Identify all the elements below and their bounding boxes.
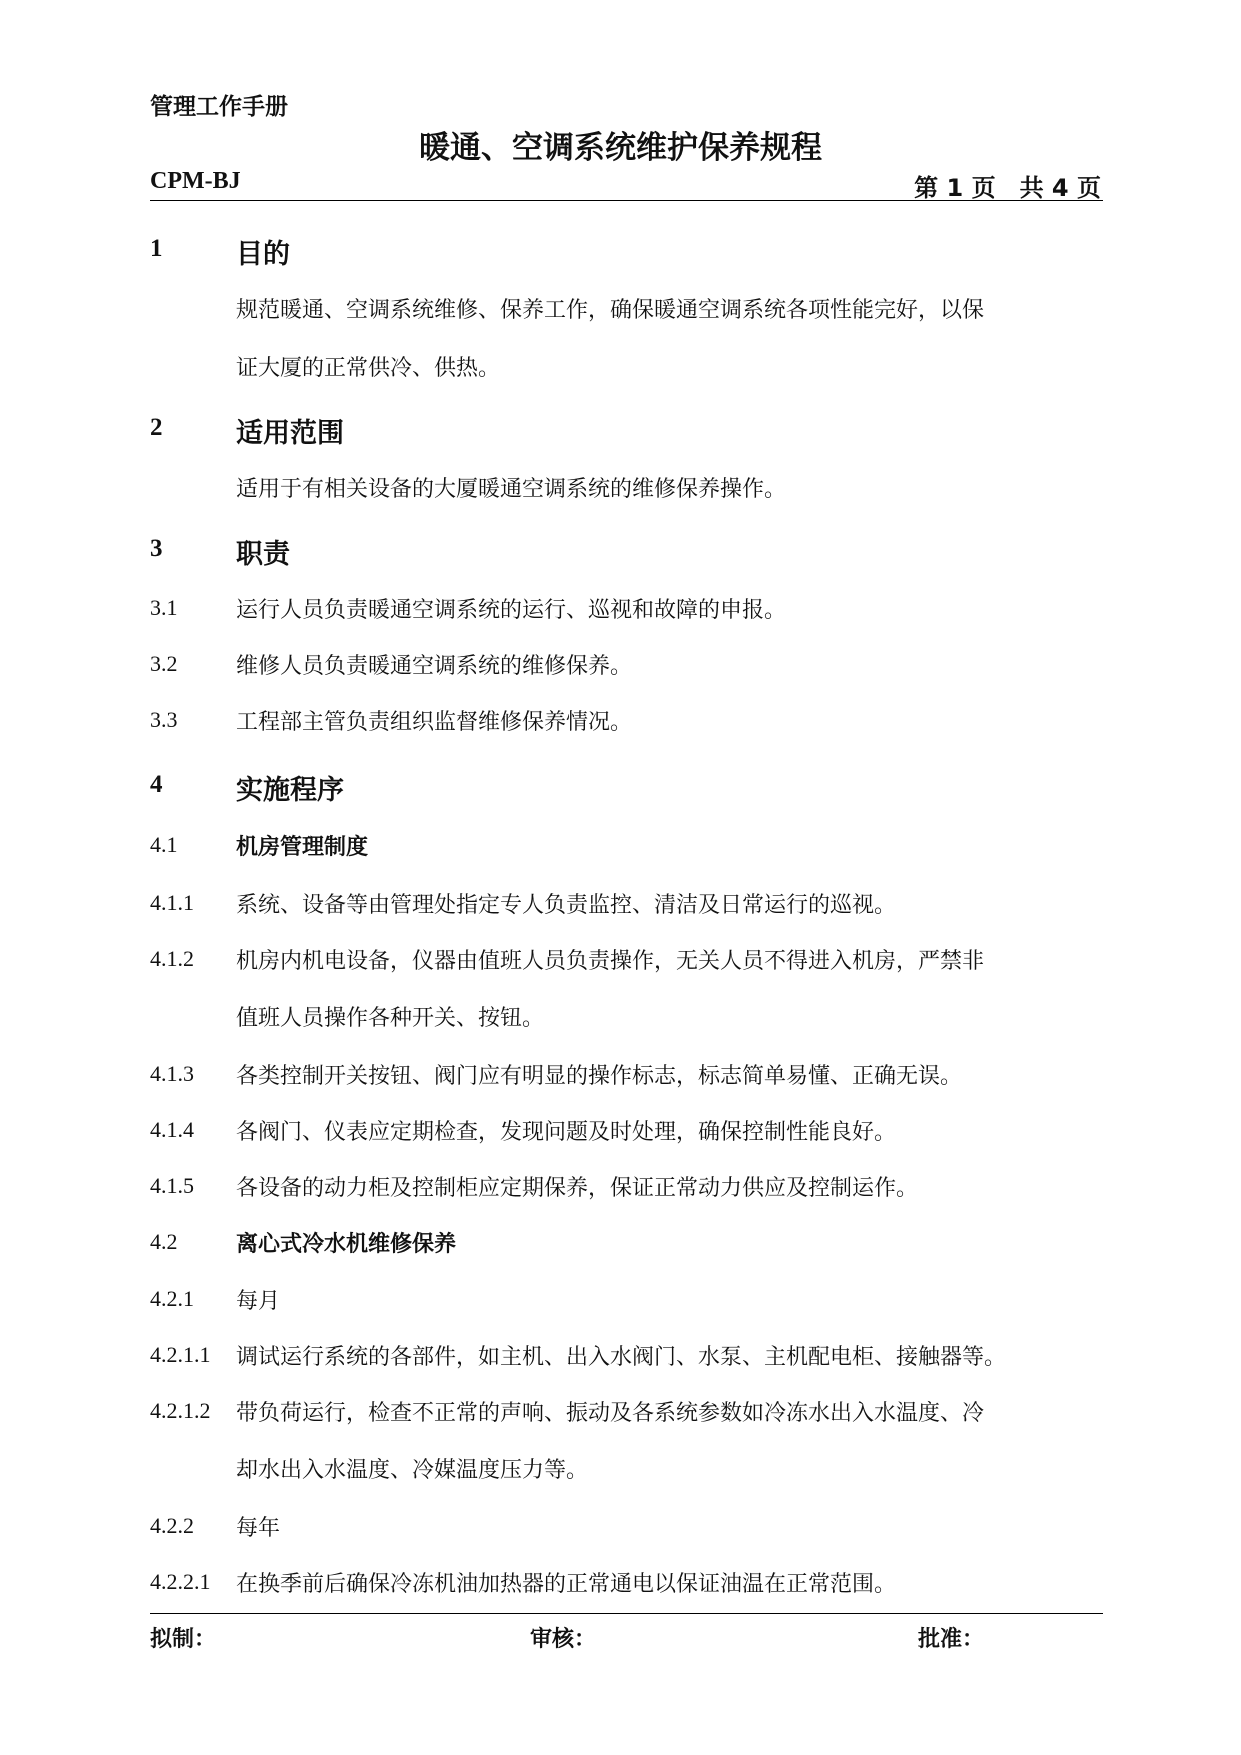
item-4-2-1-2-number: 4.2.1.2 <box>150 1398 211 1423</box>
section-2-number: 2 <box>150 414 163 441</box>
page-info: 第 1 页 共 4 页 <box>914 174 1101 202</box>
document-title: 暖通、空调系统维护保养规程 <box>419 130 822 166</box>
section-1-text-line1: 规范暖通、空调系统维修、保养工作，确保暖通空调系统各项性能完好，以保 <box>236 298 985 323</box>
section-3-number: 3 <box>150 535 163 562</box>
item-4-1-3-text: 各类控制开关按钮、阀门应有明显的操作标志，标志简单易懂、正确无误。 <box>236 1064 963 1089</box>
section-3-title: 职责 <box>236 539 290 570</box>
item-3-2-number: 3.2 <box>150 651 178 676</box>
item-4-2-1-number: 4.2.1 <box>150 1286 194 1311</box>
item-4-2-number: 4.2 <box>150 1229 178 1254</box>
document-code: CPM-BJ <box>150 168 241 194</box>
item-4-2-1-text: 每月 <box>236 1289 281 1314</box>
item-3-3-text: 工程部主管负责组织监督维修保养情况。 <box>236 710 633 735</box>
section-1-text-line2: 证大厦的正常供冷、供热。 <box>236 356 501 381</box>
item-4-2-heading: 离心式冷水机维修保养 <box>236 1232 457 1257</box>
item-4-1-4-number: 4.1.4 <box>150 1117 194 1142</box>
manual-name: 管理工作手册 <box>150 94 288 120</box>
item-4-1-number: 4.1 <box>150 832 178 857</box>
section-4-number: 4 <box>150 771 163 798</box>
item-4-1-1-text: 系统、设备等由管理处指定专人负责监控、清洁及日常运行的巡视。 <box>236 893 897 918</box>
item-4-1-2-text-line2: 值班人员操作各种开关、按钮。 <box>236 1006 545 1031</box>
item-4-1-4-text: 各阀门、仪表应定期检查，发现问题及时处理，确保控制性能良好。 <box>236 1120 897 1145</box>
item-4-2-1-2-text-line2: 却水出入水温度、冷媒温度压力等。 <box>236 1458 589 1483</box>
item-4-1-2-number: 4.1.2 <box>150 946 194 971</box>
item-4-1-2-text-line1: 机房内机电设备，仪器由值班人员负责操作，无关人员不得进入机房，严禁非 <box>236 949 985 974</box>
item-4-2-1-1-text: 调试运行系统的各部件，如主机、出入水阀门、水泵、主机配电柜、接触器等。 <box>236 1345 1007 1370</box>
section-2-text: 适用于有相关设备的大厦暖通空调系统的维修保养操作。 <box>236 477 787 502</box>
item-4-1-1-number: 4.1.1 <box>150 890 194 915</box>
item-4-2-2-1-number: 4.2.2.1 <box>150 1569 211 1594</box>
item-3-2-text: 维修人员负责暖通空调系统的维修保养。 <box>236 654 633 679</box>
header-rule <box>150 200 1103 201</box>
section-1-number: 1 <box>150 235 163 262</box>
drafted-by-label: 拟制： <box>150 1627 217 1652</box>
item-4-2-2-number: 4.2.2 <box>150 1513 194 1538</box>
section-4-title: 实施程序 <box>236 775 344 806</box>
item-4-1-3-number: 4.1.3 <box>150 1061 194 1086</box>
item-4-1-heading: 机房管理制度 <box>236 835 369 860</box>
item-4-2-1-2-text-line1: 带负荷运行，检查不正常的声响、振动及各系统参数如冷冻水出入水温度、冷 <box>236 1401 985 1426</box>
item-3-1-number: 3.1 <box>150 595 178 620</box>
item-4-2-2-1-text: 在换季前后确保冷冻机油加热器的正常通电以保证油温在正常范围。 <box>236 1572 897 1597</box>
item-3-1-text: 运行人员负责暖通空调系统的运行、巡视和故障的申报。 <box>236 598 787 623</box>
section-2-title: 适用范围 <box>236 418 344 449</box>
reviewed-by-label: 审核： <box>530 1627 597 1652</box>
footer-rule <box>150 1613 1103 1614</box>
approved-by-label: 批准： <box>918 1627 985 1652</box>
item-4-2-1-1-number: 4.2.1.1 <box>150 1342 211 1367</box>
section-1-title: 目的 <box>236 239 290 270</box>
item-4-1-5-text: 各设备的动力柜及控制柜应定期保养，保证正常动力供应及控制运作。 <box>236 1176 919 1201</box>
item-3-3-number: 3.3 <box>150 707 178 732</box>
item-4-1-5-number: 4.1.5 <box>150 1173 194 1198</box>
item-4-2-2-text: 每年 <box>236 1516 281 1541</box>
